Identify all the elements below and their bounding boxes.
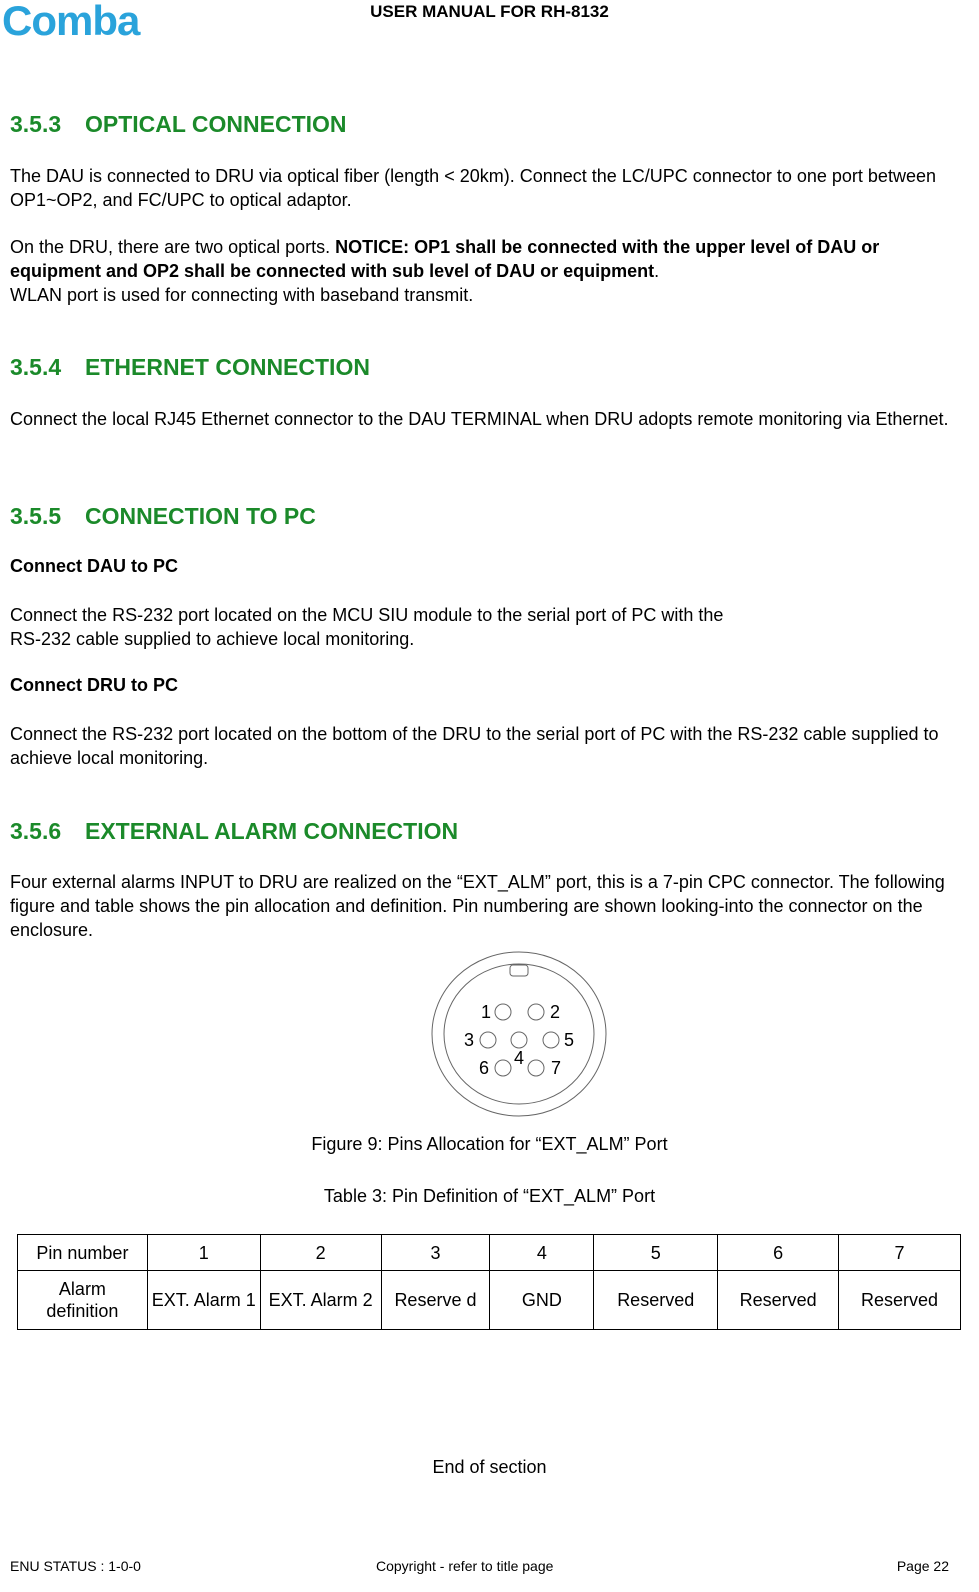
connector-pin-diagram <box>430 950 610 1120</box>
footer-status: ENU STATUS : 1-0-0 <box>10 1558 141 1574</box>
section-number: 3.5.3 <box>10 111 62 137</box>
table-cell: Pin number <box>18 1235 148 1271</box>
table-cell: 6 <box>718 1235 839 1271</box>
section-number: 3.5.6 <box>10 818 62 844</box>
table-cell: 5 <box>594 1235 718 1271</box>
section-heading-3-5-3 <box>10 111 347 138</box>
subheading: Connect DRU to PC <box>10 675 178 695</box>
table-cell: 7 <box>839 1235 961 1271</box>
table-cell: 3 <box>381 1235 490 1271</box>
footer-page-number: Page 22 <box>896 1558 949 1574</box>
pin-3-hole <box>480 1032 496 1048</box>
table-cell: EXT. Alarm 1 <box>147 1271 260 1330</box>
table-cell: Alarm definition <box>18 1271 148 1330</box>
section-title: OPTICAL CONNECTION <box>85 111 347 137</box>
table-cell: GND <box>490 1271 594 1330</box>
paragraph-line: Connect the RS-232 port located on the MCU SIU module to the serial port of PC with the <box>10 605 724 625</box>
table-cell: Reserved <box>594 1271 718 1330</box>
end-of-section: End of section <box>432 1457 547 1477</box>
table-cell: 1 <box>147 1235 260 1271</box>
paragraph: Connect the RS-232 port located on the bottom of the DRU to the serial port of PC with the RS-232 cable supplied to achieve local monitoring. <box>10 724 939 768</box>
pin-5-label: 5 <box>563 1030 575 1050</box>
table-cell: 4 <box>490 1235 594 1271</box>
pin-4-label: 4 <box>513 1048 525 1068</box>
paragraph: Connect the local RJ45 Ethernet connector to the DAU TERMINAL when DRU adopts remote monitoring via Ethernet. <box>10 409 949 429</box>
table-cell: Reserve d <box>381 1271 490 1330</box>
notice-tail: . <box>654 261 660 281</box>
section-heading-3-5-5 <box>10 503 316 530</box>
pin-4-hole <box>511 1032 527 1048</box>
pin-1-label: 1 <box>480 1002 492 1022</box>
pin-2-label: 2 <box>549 1002 561 1022</box>
paragraph-line: RS-232 cable supplied to achieve local monitoring. <box>10 629 415 649</box>
section-number: 3.5.5 <box>10 503 62 529</box>
paragraph: Four external alarms INPUT to DRU are realized on the “EXT_ALM” port, this is a 7-pin CPC connector. The following figure and table shows the pin allocation and definition. Pin numbering are shown looking-into the connector on the enclosure. <box>10 872 945 940</box>
pin-6-hole <box>495 1060 511 1076</box>
section-title: CONNECTION TO PC <box>85 503 316 529</box>
notice-text: NOTICE: OP1 shall be connected with the upper level of DAU or equipment and OP2 shall be connected with sub level of DAU or equipment <box>10 237 880 281</box>
svg-text:Comba: Comba <box>2 2 140 42</box>
table-caption: Table 3: Pin Definition of “EXT_ALM” Port <box>323 1186 656 1206</box>
manual-title: USER MANUAL FOR RH-8132 <box>370 2 609 21</box>
table-cell: Reserved <box>839 1271 961 1330</box>
paragraph: The DAU is connected to DRU via optical fiber (length < 20km). Connect the LC/UPC connector to one port between OP1~OP2, and FC/UPC to optical adaptor. <box>10 166 936 210</box>
pin-definition-table <box>17 1234 961 1330</box>
notice-lead: On the DRU, there are two optical ports. <box>10 237 336 257</box>
pin-7-hole <box>528 1060 544 1076</box>
footer-copyright: Copyright - refer to title page <box>376 1558 554 1574</box>
section-heading-3-5-6 <box>10 818 458 845</box>
pin-7-label: 7 <box>550 1058 562 1078</box>
table-cell: Reserved <box>718 1271 839 1330</box>
figure-caption: Figure 9: Pins Allocation for “EXT_ALM” Port <box>311 1134 668 1154</box>
table-row <box>18 1271 961 1330</box>
table-cell: EXT. Alarm 2 <box>260 1271 381 1330</box>
subheading: Connect DAU to PC <box>10 556 178 576</box>
connector-key-notch <box>510 965 528 976</box>
pin-3-label: 3 <box>463 1030 475 1050</box>
section-number: 3.5.4 <box>10 354 62 380</box>
pin-1-hole <box>495 1004 511 1020</box>
paragraph-notice <box>10 235 970 283</box>
table-cell: 2 <box>260 1235 381 1271</box>
section-title: EXTERNAL ALARM CONNECTION <box>85 818 459 844</box>
pin-2-hole <box>528 1004 544 1020</box>
section-heading-3-5-4 <box>10 354 370 381</box>
paragraph: WLAN port is used for connecting with baseband transmit. <box>10 285 474 305</box>
table-row <box>18 1235 961 1271</box>
section-title: ETHERNET CONNECTION <box>85 354 370 380</box>
pin-5-hole <box>543 1032 559 1048</box>
pin-6-label: 6 <box>478 1058 490 1078</box>
